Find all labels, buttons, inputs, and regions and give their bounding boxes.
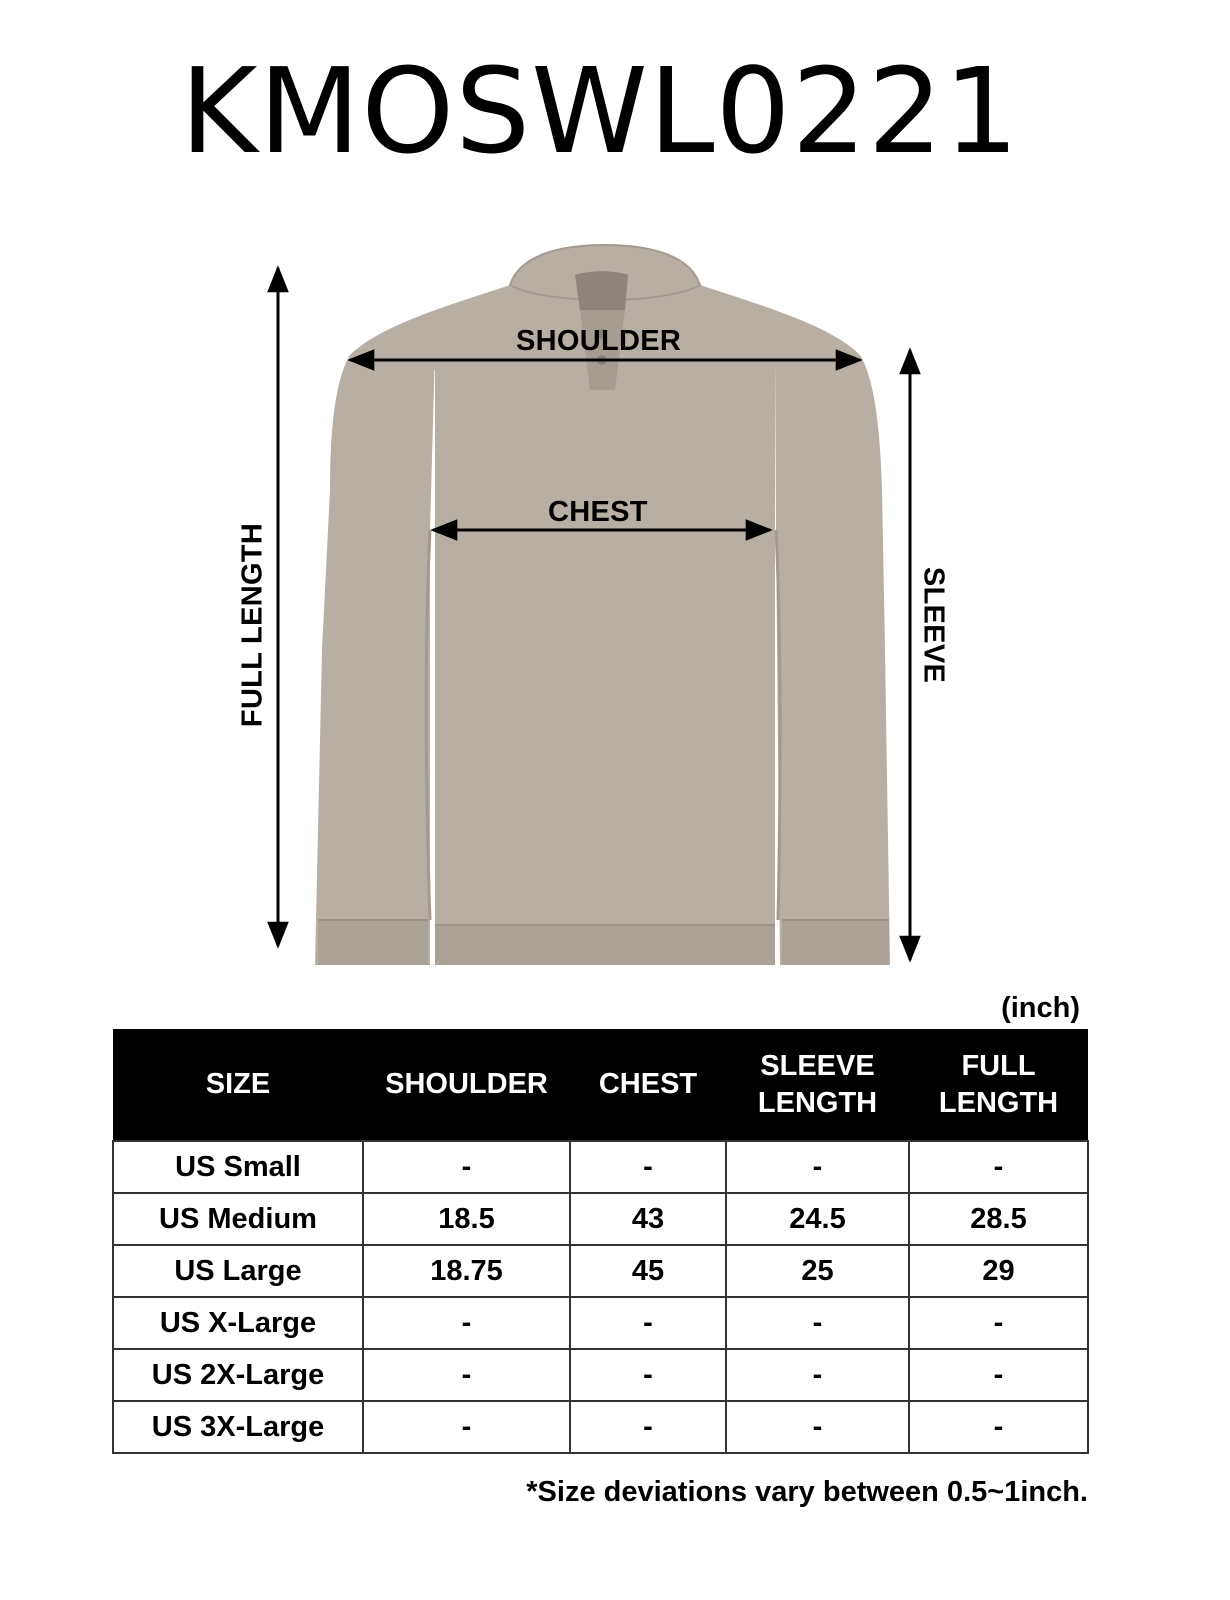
header-shoulder: SHOULDER — [363, 1029, 570, 1141]
cell-sleeve-length: 25 — [726, 1245, 909, 1297]
cell-shoulder: 18.75 — [363, 1245, 570, 1297]
table-row-3x-large — [113, 1401, 1088, 1453]
unit-label: (inch) — [1001, 992, 1080, 1024]
table-row-small — [113, 1141, 1088, 1193]
cell-size: US Medium — [113, 1193, 363, 1245]
cell-size: US X-Large — [113, 1297, 363, 1349]
chest-label: CHEST — [548, 496, 648, 528]
cell-full-length: - — [909, 1349, 1088, 1401]
table-row-2x-large — [113, 1349, 1088, 1401]
cell-chest: - — [570, 1401, 726, 1453]
cell-chest: 43 — [570, 1193, 726, 1245]
size-chart-table — [112, 1029, 1089, 1454]
table-row-x-large — [113, 1297, 1088, 1349]
cell-size: US Small — [113, 1141, 363, 1193]
cell-shoulder: - — [363, 1401, 570, 1453]
header-sleeve-length: SLEEVE LENGTH — [726, 1029, 909, 1141]
cell-shoulder: - — [363, 1141, 570, 1193]
table-row-large — [113, 1245, 1088, 1297]
sleeve-label: SLEEVE — [917, 566, 950, 684]
header-chest: CHEST — [570, 1029, 726, 1141]
size-deviation-note: *Size deviations vary between 0.5~1inch. — [526, 1476, 1088, 1508]
cell-shoulder: - — [363, 1349, 570, 1401]
garment-measurement-diagram — [0, 230, 1230, 990]
full-length-label: FULL LENGTH — [236, 522, 269, 728]
cell-chest: 45 — [570, 1245, 726, 1297]
cell-sleeve-length: - — [726, 1401, 909, 1453]
table-header-row — [113, 1029, 1088, 1141]
cell-chest: - — [570, 1141, 726, 1193]
cell-chest: - — [570, 1349, 726, 1401]
cell-sleeve-length: - — [726, 1141, 909, 1193]
shoulder-label: SHOULDER — [516, 325, 682, 357]
cell-shoulder: 18.5 — [363, 1193, 570, 1245]
cell-sleeve-length: - — [726, 1297, 909, 1349]
cell-shoulder: - — [363, 1297, 570, 1349]
cell-size: US 2X-Large — [113, 1349, 363, 1401]
product-code-title: KMOSWL0221 — [180, 42, 1020, 180]
table-row-medium — [113, 1193, 1088, 1245]
header-size: SIZE — [113, 1029, 363, 1141]
cell-full-length: - — [909, 1401, 1088, 1453]
header-full-length: FULL LENGTH — [909, 1029, 1088, 1141]
cell-sleeve-length: 24.5 — [726, 1193, 909, 1245]
cell-sleeve-length: - — [726, 1349, 909, 1401]
cell-size: US 3X-Large — [113, 1401, 363, 1453]
cell-full-length: - — [909, 1297, 1088, 1349]
cell-size: US Large — [113, 1245, 363, 1297]
cell-full-length: 29 — [909, 1245, 1088, 1297]
cell-full-length: - — [909, 1141, 1088, 1193]
cell-chest: - — [570, 1297, 726, 1349]
cell-full-length: 28.5 — [909, 1193, 1088, 1245]
